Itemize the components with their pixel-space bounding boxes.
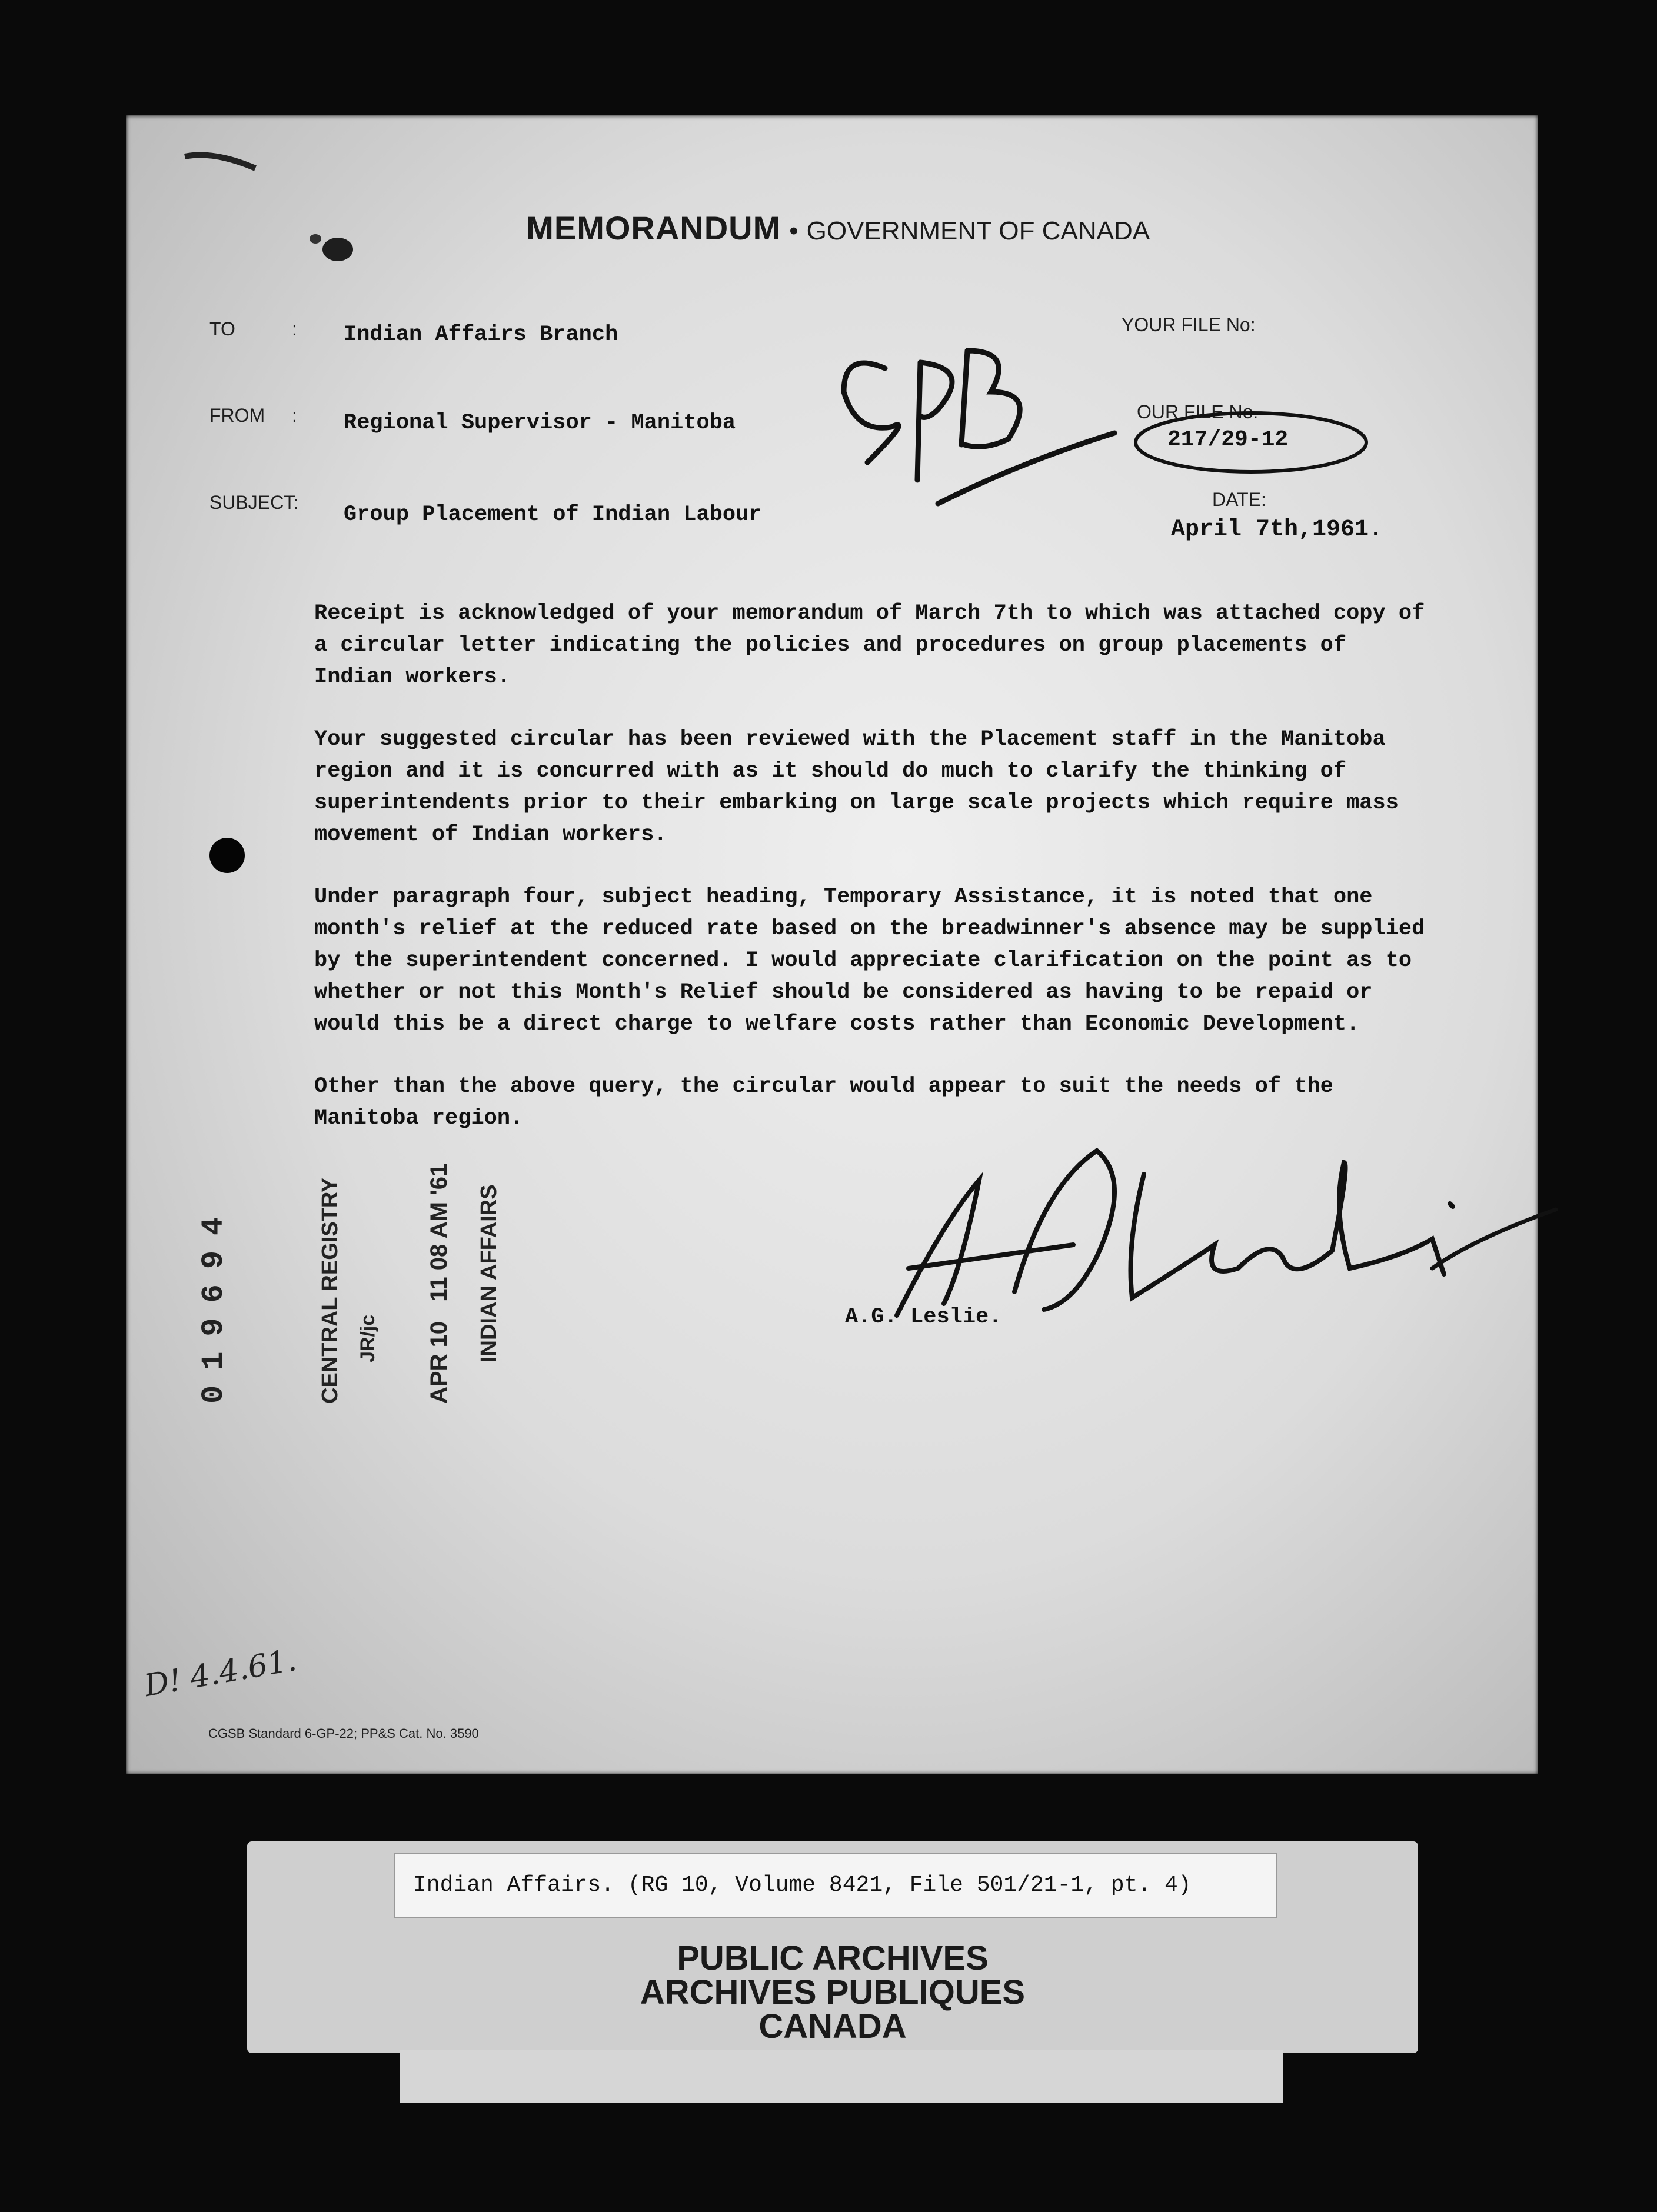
our-file-label: OUR FILE No. [1137, 401, 1259, 422]
to-colon: : [292, 318, 297, 339]
signatory-name: A.G. Leslie. [845, 1305, 1002, 1330]
serial-number: 019694 [197, 1201, 231, 1404]
memo-sheet [126, 115, 1538, 1774]
to-value: Indian Affairs Branch [344, 322, 618, 347]
paragraph-3: Under paragraph four, subject heading, Temporary Assistance, it is noted that one month's relief at the reduced rate based on the breadwinner's absence may be supplied by the superintendent concerned. I would appreciate clarification on the point as to whether or not this Month's Relief should be considered as having to be repaid or would this be a direct charge to welfare costs rather than Economic Development. [314, 885, 1425, 1037]
archive-label [247, 1941, 1418, 2044]
your-file-label: YOUR FILE No: [1122, 314, 1256, 335]
to-label: TO [209, 318, 235, 339]
memo-title: MEMORANDUM [526, 209, 781, 246]
from-colon: : [292, 405, 297, 426]
from-label: FROM [209, 405, 265, 426]
memo-heading [126, 198, 1538, 258]
stamp-dept: INDIAN AFFAIRS [477, 1184, 501, 1362]
date-label: DATE: [1212, 489, 1266, 510]
archive-citation: Indian Affairs. (RG 10, Volume 8421, File 501/21-1, pt. 4) [394, 1853, 1277, 1918]
archive-mount-bar [400, 2050, 1283, 2103]
paragraph-2: Your suggested circular has been reviewed with the Placement staff in the Manitoba region and it is concurred with as it should do much to clarify the thinking of superintendents prior to their embarking on large scale projects which require mass movement of Indian workers. [314, 727, 1399, 847]
stamp-time: APR 10 11 08 AM '61 [426, 1163, 452, 1404]
handwritten-initials [820, 327, 1126, 521]
heading-bullet: • [789, 216, 798, 245]
stamp-initials: JR/jc [357, 1314, 379, 1362]
date-value: April 7th,1961. [1171, 517, 1383, 543]
handwritten-note: D! 4.4.61. [141, 1642, 300, 1704]
our-file-value: 217/29-12 [1167, 427, 1289, 452]
memo-body [314, 598, 1432, 1165]
paragraph-4: Other than the above query, the circular would appear to suit the needs of the Manitoba region. [314, 1074, 1333, 1131]
subject-value: Group Placement of Indian Labour [344, 502, 762, 527]
subject-label: SUBJECT: [209, 492, 299, 513]
from-value: Regional Supervisor - Manitoba [344, 411, 736, 435]
archive-line-3: CANADA [758, 2007, 907, 2046]
form-footer: CGSB Standard 6-GP-22; PP&S Cat. No. 3590 [208, 1726, 479, 1741]
memo-subtitle: GOVERNMENT OF CANADA [806, 216, 1150, 245]
archive-line-2: ARCHIVES PUBLIQUES [640, 1973, 1026, 2011]
archive-line-1: PUBLIC ARCHIVES [677, 1939, 989, 1977]
stamp-registry: CENTRAL REGISTRY [318, 1177, 342, 1404]
signature [767, 1092, 1579, 1421]
paragraph-1: Receipt is acknowledged of your memorandum of March 7th to which was attached copy of a circular letter indicating the policies and procedures on group placements of Indian workers. [314, 601, 1425, 689]
